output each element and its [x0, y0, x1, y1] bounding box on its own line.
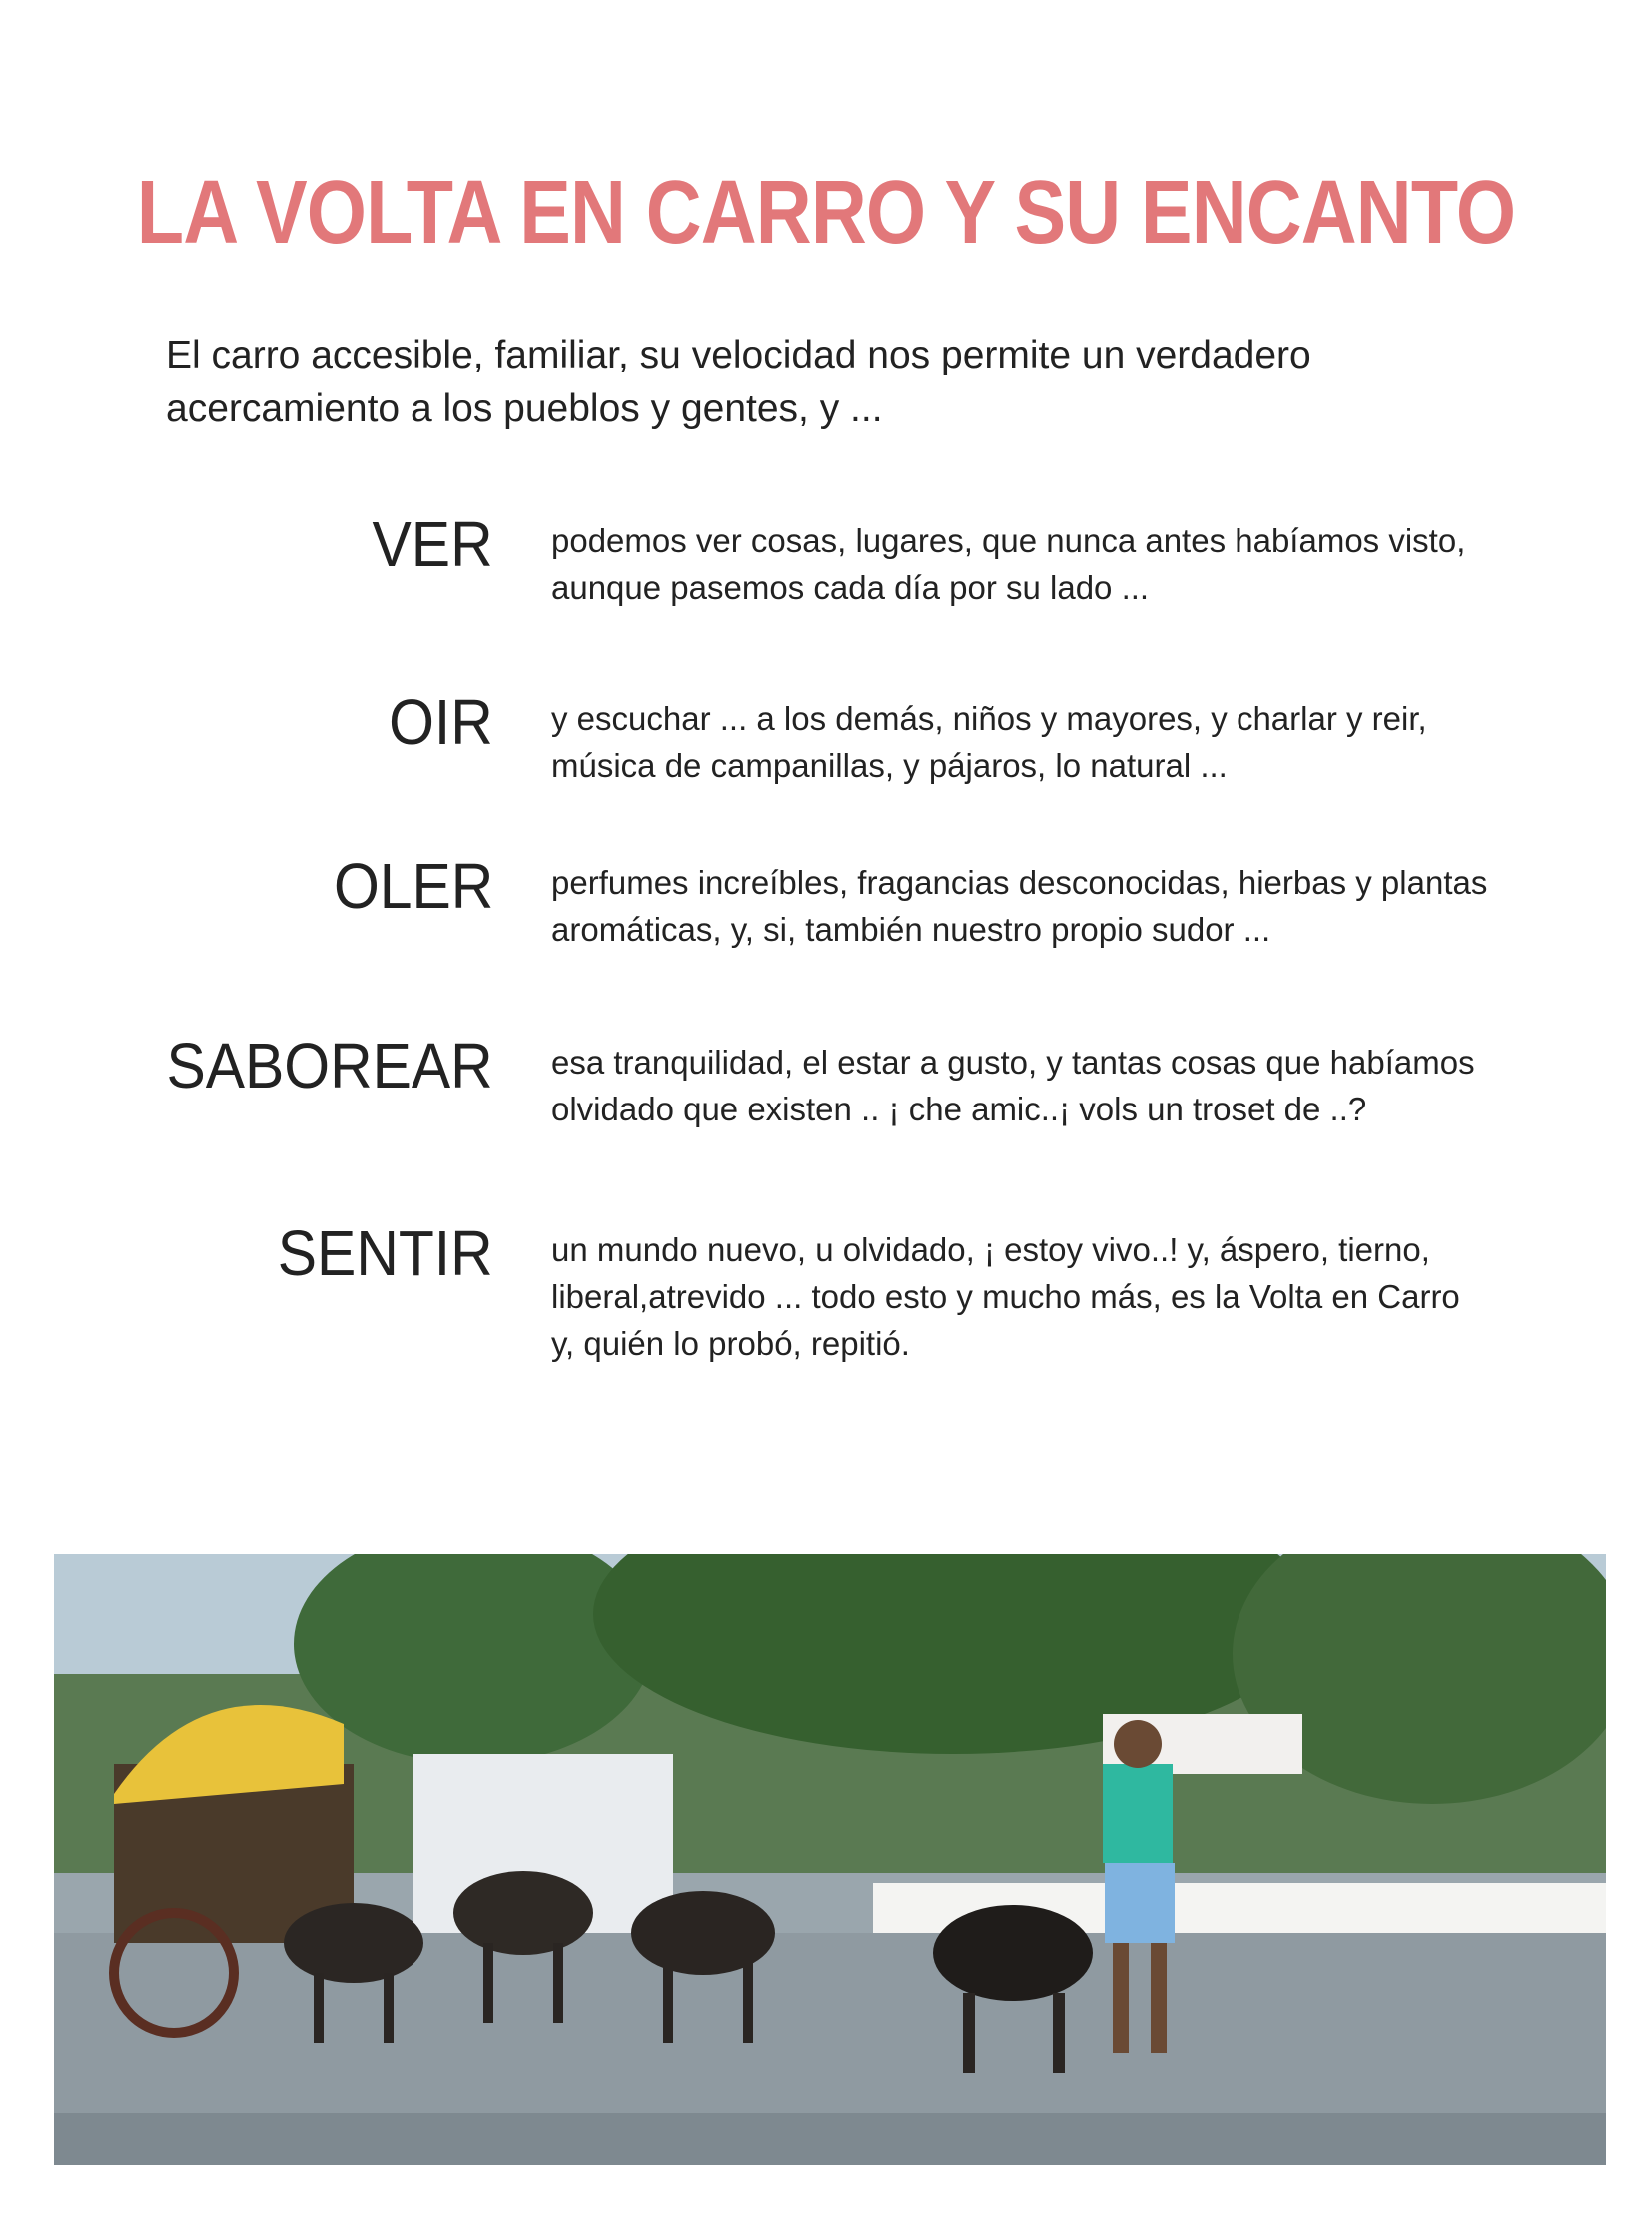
- donkey: [453, 1871, 593, 1955]
- road-shadow: [54, 2113, 1606, 2165]
- man-leg: [1113, 1943, 1129, 2053]
- sense-verb: VER: [372, 508, 493, 580]
- sense-ver: [0, 509, 1652, 709]
- intro-paragraph: El carro accesible, familiar, su velocidad nos permite un verdadero acercamiento a los pueblos y gentes, y ...: [166, 334, 1311, 430]
- sense-verb: OIR: [389, 686, 493, 758]
- sense-sentir: [0, 1218, 1652, 1418]
- sense-saborear: [0, 1031, 1652, 1230]
- donkey-cart-photo: [54, 1554, 1606, 2165]
- sense-description: esa tranquilidad, el estar a gusto, y tantas cosas que habíamos olvidado que existen .. ¡ che amic..¡ vols un troset de ..?: [551, 1044, 1475, 1127]
- sense-oler: [0, 851, 1652, 1051]
- sense-description: y escuchar ... a los demás, niños y mayores, y charlar y reir, música de campanillas, y pájaros, lo natural ...: [551, 700, 1427, 784]
- sense-verb: SENTIR: [278, 1217, 493, 1289]
- man-shirt: [1103, 1764, 1173, 1863]
- sense-verb: SABOREAR: [166, 1030, 493, 1102]
- man-shorts: [1105, 1863, 1175, 1943]
- donkey: [284, 1903, 423, 1983]
- sense-verb: OLER: [333, 850, 493, 922]
- sense-description: un mundo nuevo, u olvidado, ¡ estoy vivo..! y, áspero, tierno, liberal,atrevido ... todo esto y mucho más, es la Volta en Carro y, quién lo probó, repitió.: [551, 1231, 1460, 1362]
- sense-description: podemos ver cosas, lugares, que nunca antes habíamos visto, aunque pasemos cada día por su lado ...: [551, 522, 1466, 606]
- donkey: [631, 1891, 775, 1975]
- page-title: LA VOLTA EN CARRO Y SU ENCANTO: [136, 163, 1516, 264]
- man-head: [1114, 1720, 1162, 1768]
- sense-description: perfumes increíbles, fragancias desconocidas, hierbas y plantas aromáticas, y, si, también nuestro propio sudor ...: [551, 864, 1488, 948]
- photo-illustration: [54, 1554, 1606, 2165]
- donkey: [933, 1905, 1093, 2001]
- man-leg: [1151, 1943, 1167, 2053]
